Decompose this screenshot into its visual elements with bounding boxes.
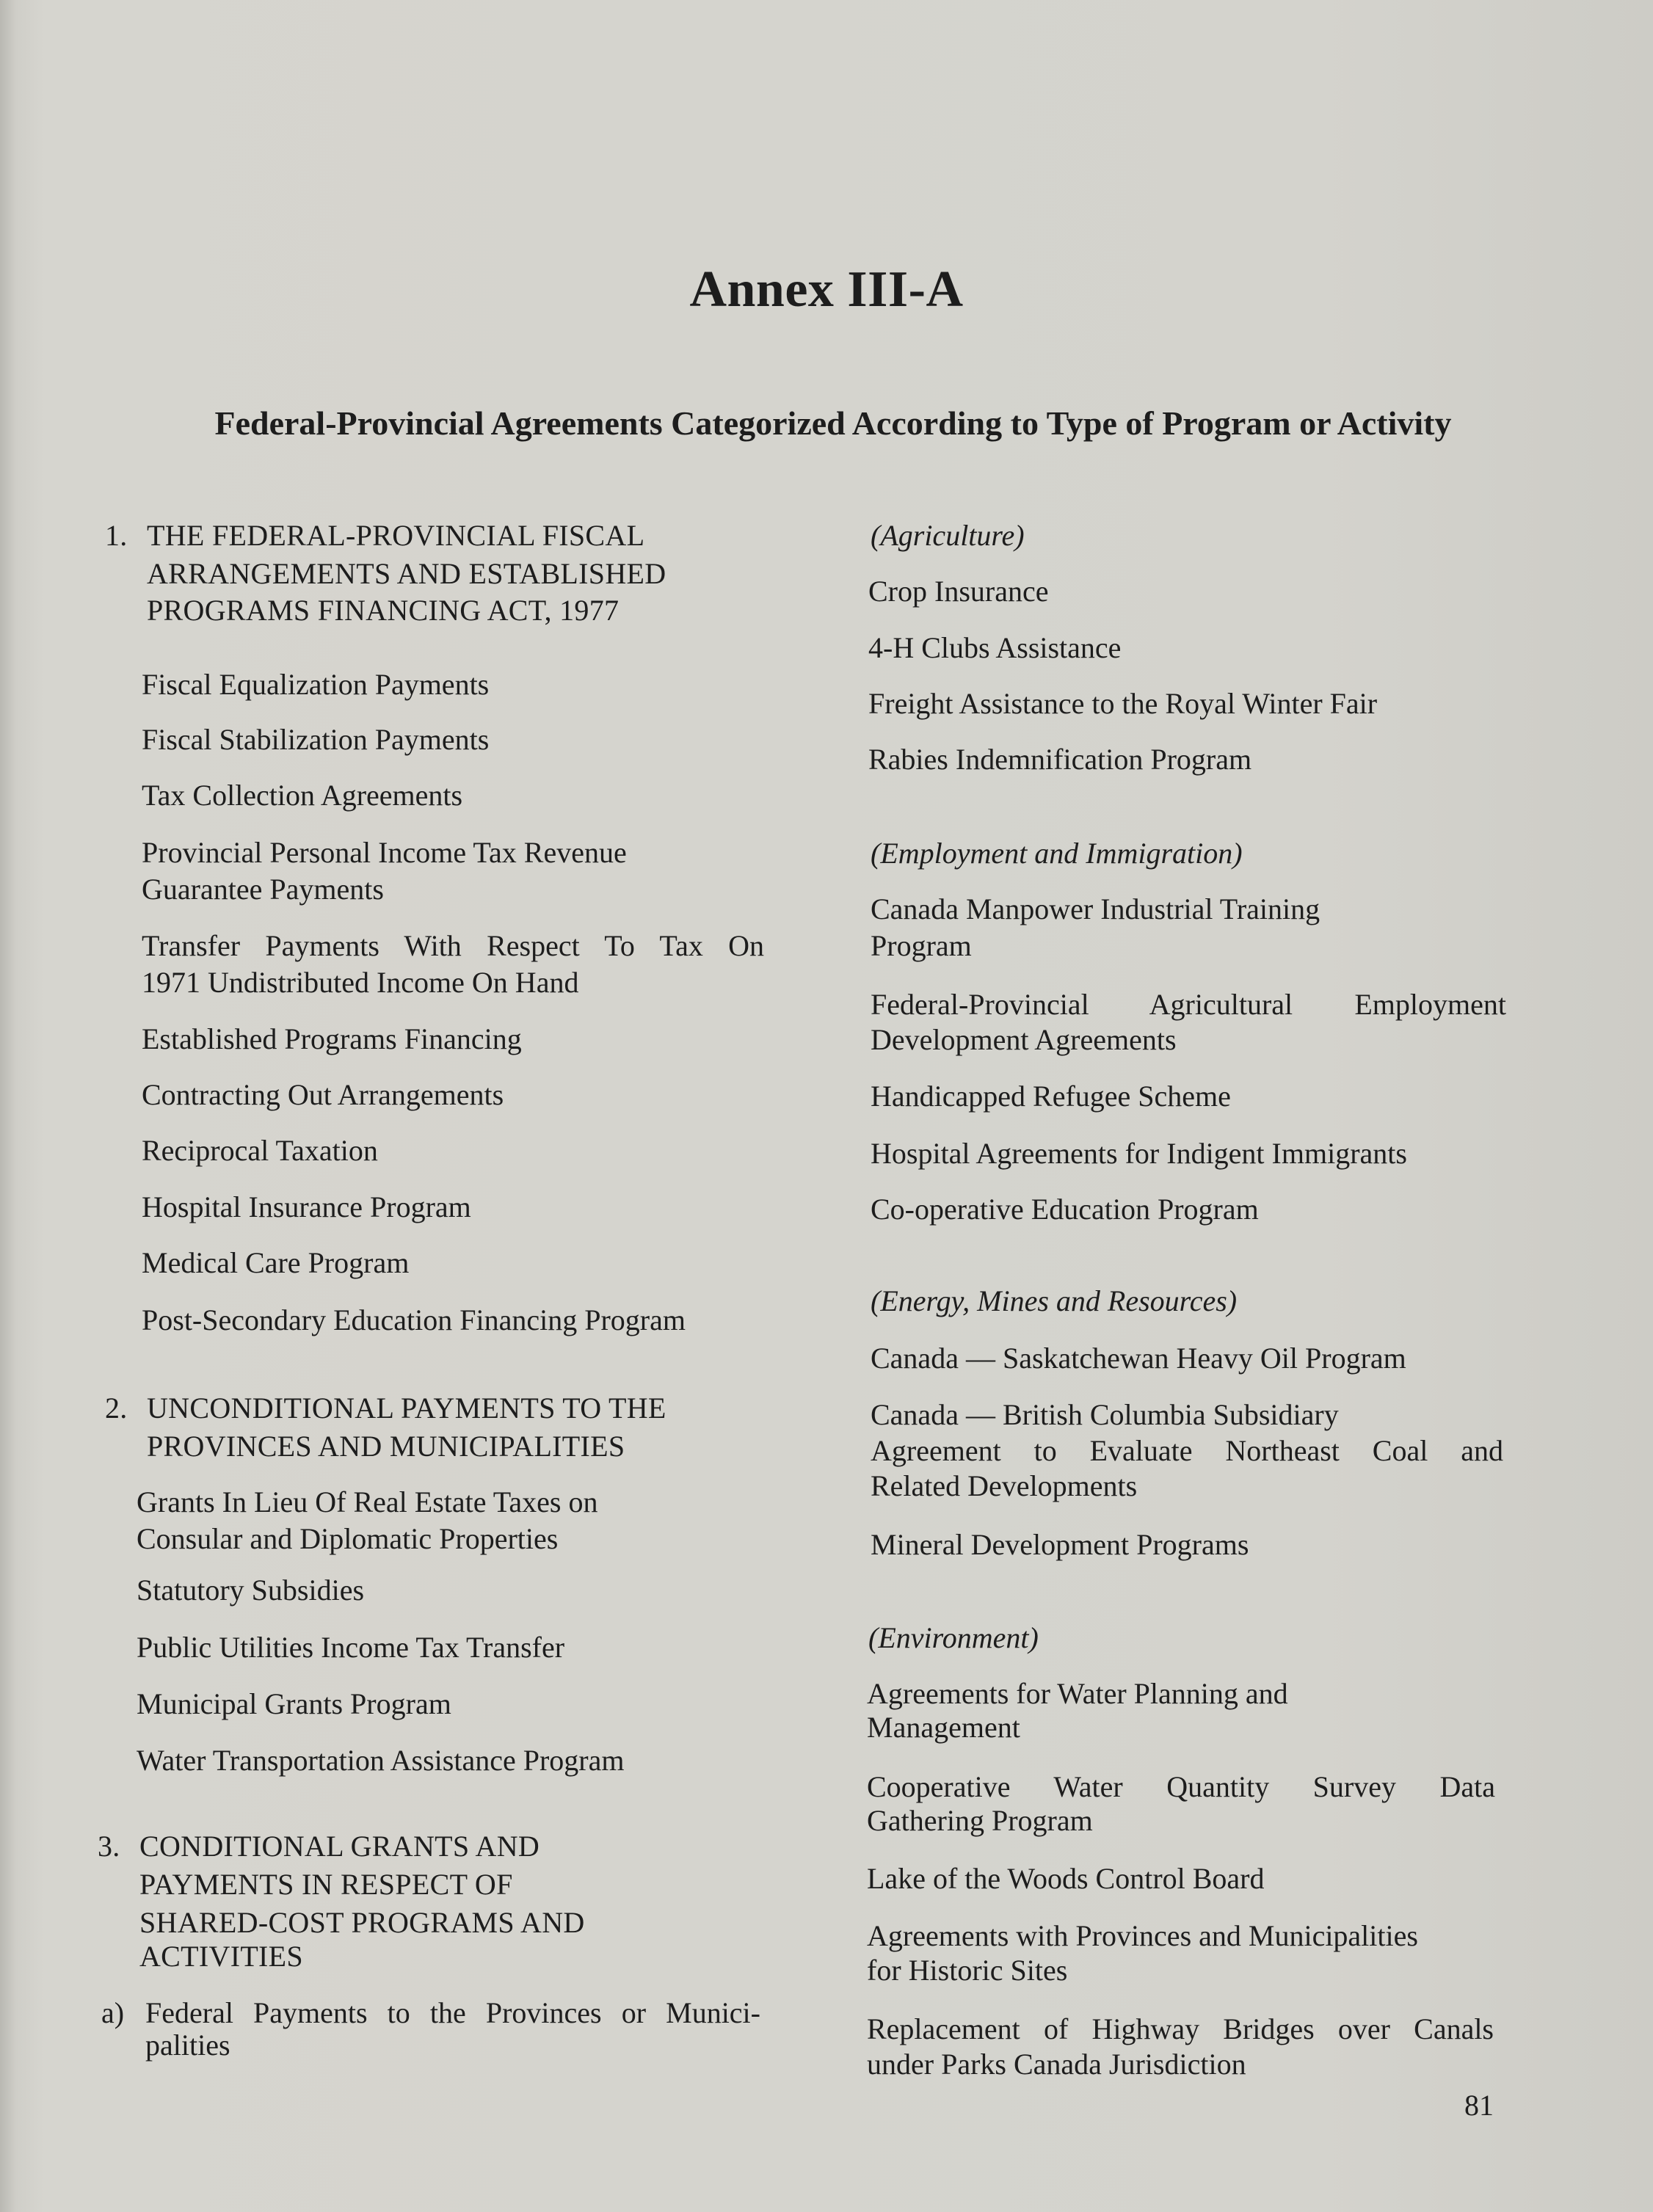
list-item: Rabies Indemnification Program [868,743,1252,776]
list-item: Post-Secondary Education Financing Program [142,1303,686,1336]
list-item: Hospital Insurance Program [142,1190,471,1223]
section-heading-line: SHARED-COST PROGRAMS AND [139,1906,585,1939]
list-item: Contracting Out Arrangements [142,1078,504,1111]
section-number: 3. [98,1830,120,1863]
list-item: Related Developments [871,1469,1138,1502]
list-item: Guarantee Payments [142,873,384,906]
list-item: Hospital Agreements for Indigent Immigrants [871,1137,1407,1170]
section-number: 2. [105,1391,128,1425]
category-heading: (Agriculture) [871,519,1025,552]
list-item: Co-operative Education Program [871,1193,1259,1226]
list-item: Cooperative Water Quantity Survey Data [867,1770,1495,1803]
list-item: Fiscal Equalization Payments [142,668,490,701]
list-item: Development Agreements [871,1023,1177,1056]
list-item: Consular and Diplomatic Properties [137,1522,559,1555]
list-item: Provincial Personal Income Tax Revenue [142,836,627,869]
section-heading-line: THE FEDERAL-PROVINCIAL FISCAL [147,519,645,552]
list-item: Gathering Program [867,1804,1093,1837]
section-heading-line: CONDITIONAL GRANTS AND [139,1830,540,1863]
section-number: 1. [105,519,128,552]
category-heading: (Employment and Immigration) [871,837,1243,870]
list-item: Agreement to Evaluate Northeast Coal and [871,1434,1503,1467]
section-heading-line: UNCONDITIONAL PAYMENTS TO THE [147,1391,666,1425]
page-number: 81 [1464,2089,1494,2122]
category-heading: (Energy, Mines and Resources) [871,1284,1238,1317]
list-item: Municipal Grants Program [137,1687,451,1720]
list-item: Public Utilities Income Tax Transfer [137,1631,565,1664]
list-item: Tax Collection Agreements [142,779,463,812]
subsection-text: palities [145,2029,230,2062]
list-item: Transfer Payments With Respect To Tax On [142,929,764,962]
list-item: 1971 Undistributed Income On Hand [142,966,579,999]
list-item: Established Programs Financing [142,1022,522,1055]
category-heading: (Environment) [868,1621,1039,1654]
list-item: under Parks Canada Jurisdiction [867,2048,1246,2081]
section-heading-line: PAYMENTS IN RESPECT OF [139,1868,513,1901]
list-item: Medical Care Program [142,1246,410,1279]
list-item: Freight Assistance to the Royal Winter Fair [868,687,1378,720]
subsection-label: a) [101,1996,125,2029]
section-heading-line: ARRANGEMENTS AND ESTABLISHED [147,557,666,590]
list-item: Mineral Development Programs [871,1528,1249,1561]
page-subtitle: Federal-Provincial Agreements Categorized According to Type of Program or Activity [214,404,1452,442]
list-item: Canada Manpower Industrial Training [871,892,1320,925]
list-item: Reciprocal Taxation [142,1134,378,1167]
page-title: Annex III-A [689,261,964,318]
list-item: Water Transportation Assistance Program [137,1744,625,1777]
list-item: 4-H Clubs Assistance [868,631,1122,664]
list-item: for Historic Sites [867,1954,1068,1987]
list-item: Federal-Provincial Agricultural Employment [871,988,1506,1021]
list-item: Handicapped Refugee Scheme [871,1080,1231,1113]
list-item: Agreements with Provinces and Municipalities [867,1919,1418,1952]
list-item: Crop Insurance [868,575,1049,608]
list-item: Replacement of Highway Bridges over Canals [867,2012,1494,2045]
list-item: Statutory Subsidies [137,1573,365,1607]
section-heading-line: PROVINCES AND MUNICIPALITIES [147,1430,625,1463]
list-item: Grants In Lieu Of Real Estate Taxes on [137,1485,598,1518]
list-item: Canada — British Columbia Subsidiary [871,1398,1339,1431]
list-item: Management [867,1711,1020,1744]
list-item: Lake of the Woods Control Board [867,1862,1265,1895]
list-item: Program [871,929,972,962]
section-heading-line: PROGRAMS FINANCING ACT, 1977 [147,594,620,627]
list-item: Canada — Saskatchewan Heavy Oil Program [871,1342,1406,1375]
list-item: Agreements for Water Planning and [867,1677,1288,1710]
subsection-text: Federal Payments to the Provinces or Munici- [145,1996,760,2029]
section-heading-line: ACTIVITIES [139,1940,303,1973]
list-item: Fiscal Stabilization Payments [142,723,490,756]
